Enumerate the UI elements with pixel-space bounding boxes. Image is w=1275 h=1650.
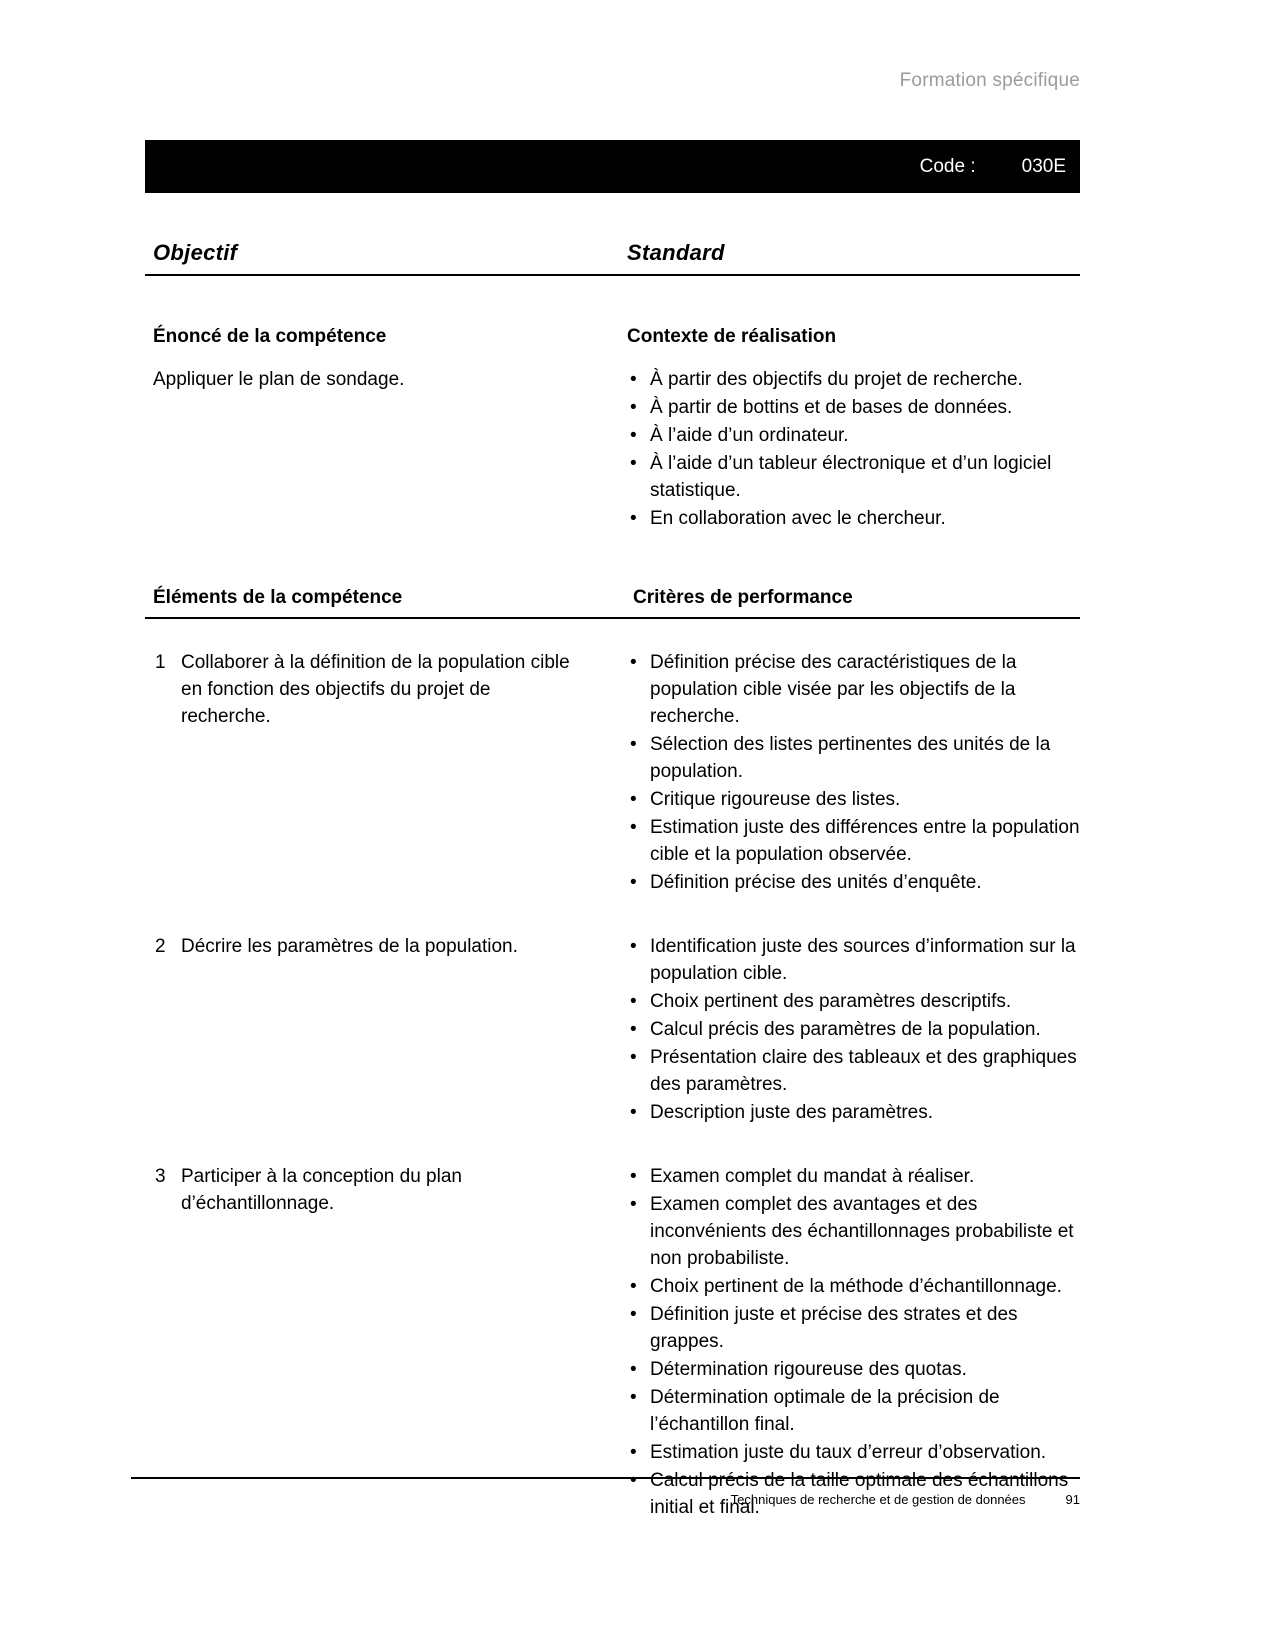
element-row	[145, 933, 1080, 1127]
contexte-heading: Contexte de réalisation	[627, 326, 837, 347]
criteria-bullet-item: • Définition précise des unités d’enquête.	[627, 869, 1080, 896]
footer-page-number: 91	[1065, 1492, 1080, 1507]
element-number: 1	[155, 652, 166, 673]
standard-title: Standard	[627, 240, 725, 265]
criteria-cell	[625, 649, 1080, 897]
criteria-bullet-item: • Présentation claire des tableaux et des graphiques des paramètres.	[627, 1044, 1080, 1098]
section-titles-row	[145, 240, 1080, 266]
element-cell	[145, 933, 625, 1127]
context-bullet-item: • À partir des objectifs du projet de recherche.	[627, 366, 1080, 393]
element-row	[145, 649, 1080, 897]
criteria-bullet-item: • Identification juste des sources d’information sur la population cible.	[627, 933, 1080, 987]
element-text: Participer à la conception du plan d’échantillonnage.	[181, 1166, 462, 1214]
context-bullet-list	[627, 366, 1080, 532]
criteria-bullet-item: • Définition précise des caractéristiques de la population cible visée par les objectifs de la recherche.	[627, 649, 1080, 730]
element-text: Collaborer à la définition de la population cible en fonction des objectifs du projet de recherche.	[181, 652, 570, 727]
code-value: 030E	[1021, 155, 1066, 177]
criteria-bullet-item: • Description juste des paramètres.	[627, 1099, 1080, 1126]
element-rows	[145, 649, 1080, 1522]
context-bullet-item: • À partir de bottins et de bases de données.	[627, 394, 1080, 421]
element-text: Décrire les paramètres de la population.	[181, 936, 518, 957]
context-bullet-item: • En collaboration avec le chercheur.	[627, 505, 1080, 532]
criteria-bullet-item: • Critique rigoureuse des listes.	[627, 786, 1080, 813]
element-number: 2	[155, 936, 166, 957]
criteres-heading: Critères de performance	[633, 587, 853, 608]
elements-divider	[145, 617, 1080, 619]
criteria-bullet-item: • Choix pertinent de la méthode d’échantillonnage.	[627, 1273, 1080, 1300]
criteria-bullet-item: • Choix pertinent des paramètres descriptifs.	[627, 988, 1080, 1015]
objectif-title: Objectif	[153, 240, 238, 265]
criteria-bullet-item: • Détermination optimale de la précision de l’échantillon final.	[627, 1384, 1080, 1438]
criteria-cell	[625, 1163, 1080, 1522]
criteria-bullet-item: • Détermination rigoureuse des quotas.	[627, 1356, 1080, 1383]
criteria-bullet-list	[627, 933, 1080, 1126]
page-footer	[131, 1477, 1080, 1507]
competence-statement: Appliquer le plan de sondage.	[153, 369, 405, 390]
document-body	[145, 240, 1080, 1558]
code-label: Code :	[919, 155, 976, 177]
context-bullet-item: • À l’aide d’un tableur électronique et d’un logiciel statistique.	[627, 450, 1080, 504]
criteria-bullet-item: • Examen complet des avantages et des inconvénients des échantillonnages probabiliste et non probabiliste.	[627, 1191, 1080, 1272]
page-header-label: Formation spécifique	[899, 70, 1080, 91]
criteria-bullet-item: • Sélection des listes pertinentes des unités de la population.	[627, 731, 1080, 785]
criteria-bullet-item: • Examen complet du mandat à réaliser.	[627, 1163, 1080, 1190]
elements-headings-row	[145, 587, 1080, 609]
element-cell	[145, 649, 625, 897]
element-row	[145, 1163, 1080, 1522]
criteria-cell	[625, 933, 1080, 1127]
criteria-bullet-list	[627, 649, 1080, 896]
titles-divider	[145, 274, 1080, 276]
elements-heading: Éléments de la compétence	[153, 587, 403, 608]
criteria-bullet-item: • Calcul précis des paramètres de la population.	[627, 1016, 1080, 1043]
criteria-bullet-list	[627, 1163, 1080, 1521]
competence-section	[145, 326, 1080, 533]
enonce-heading: Énoncé de la compétence	[153, 326, 387, 347]
element-cell	[145, 1163, 625, 1522]
code-banner	[145, 140, 1080, 193]
footer-text: Techniques de recherche et de gestion de données	[730, 1492, 1026, 1507]
criteria-bullet-item: • Estimation juste du taux d’erreur d’observation.	[627, 1439, 1080, 1466]
competence-left-column	[145, 326, 625, 533]
criteria-bullet-item: • Estimation juste des différences entre la population cible et la population observée.	[627, 814, 1080, 868]
element-number: 3	[155, 1166, 166, 1187]
criteria-bullet-item: • Calcul précis de la taille optimale des échantillons initial et final.	[627, 1467, 1080, 1521]
criteria-bullet-item: • Définition juste et précise des strates et des grappes.	[627, 1301, 1080, 1355]
context-bullet-item: • À l’aide d’un ordinateur.	[627, 422, 1080, 449]
competence-right-column	[625, 326, 1080, 533]
